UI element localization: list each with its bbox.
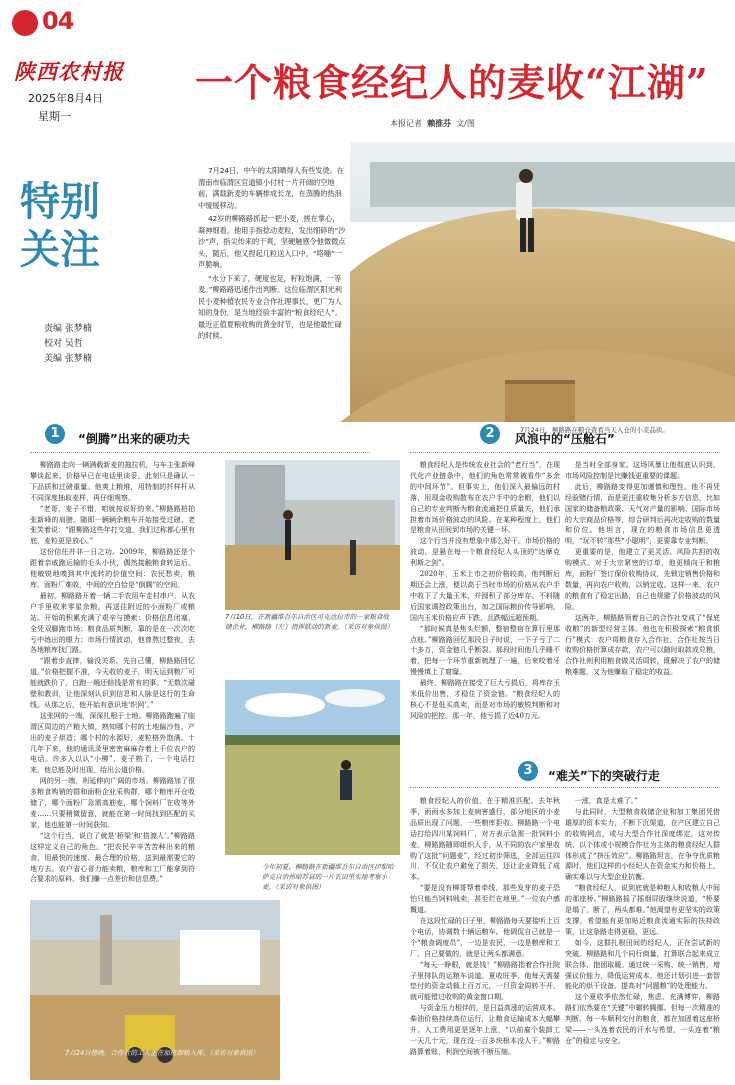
section-1-divider — [30, 452, 370, 453]
byline-author: 赖推芬 — [427, 119, 452, 128]
section-2-paragraph: 这两年，柳路路领着自己的合作社变成了“保底收粮”的新型经营主体。他也在积极探索“粮食银行”模式：农户将粮食存入合作社，合作社按当日收购价格折算成存款，农户可以随时取款或兑粮，合作社则利用粮食做灵活周转，既解决了农户的储粮难题，又为他赚取了稳定的收益。 — [565, 613, 720, 677]
section-3-text-left — [410, 796, 560, 1076]
section-3-number: 3 — [518, 761, 538, 781]
section-2-number: 2 — [480, 424, 500, 444]
issue-date: 2025年8月4日 — [28, 92, 103, 105]
section-3-paragraph: 与资金压力相伴的，是日益高涨的运营成本。柴油价格持续高位运行，让粮食运输成本大幅攀升。人工费用更是逐年上涨，“以前雇个装卸工一天几十元，现在没一百多块根本没人干。”柳路路算着账，利润空间被不断压缩。 — [410, 1004, 560, 1056]
photo-4-caption: 7月24日傍晚，合作社的工人正在加班卸粮入库。（采访对象供图） — [65, 1049, 259, 1057]
credit-proofreader: 校对 吴哲 — [44, 339, 83, 349]
section-3-paragraph: “每天一睁眼，就是钱！”柳路路指着合作社院子里排队的运粮车说道。夏收旺季，他每天需要垫付的资金动辄上百万元，一旦资金周转不开，就可能错过收购的黄金窗口期。 — [410, 960, 560, 1002]
section-2-paragraph: 此后，柳路路变得更加谨慎和理性。他不再凭经验赌行情，而是更注重收集分析多方信息，比如国家的储备粮政策、天气对产量的影响、国际市场的大宗商品价格等，综合研判后再决定收购的数量和价位。他坦言，现在的粮食市场信息更透明，“玩不转”那些“小聪明”，更要靠专业判断。 — [565, 482, 720, 546]
section-2-paragraph: 粮食经纪人是传统农业社会的“老行当”，在现代化产业链条中，他们的角色常常被看作“多余的中间环节”。但事实上，他们深入最偏远的村落，用现金收购散布在农户手中的余粮，他们以自己的专业判断为粮食流通把住质量关，他们承担着市场价格波动的风险。在某种程度上，他们是粮食从田间到市场的关键一环。 — [410, 461, 560, 535]
intro-paragraph: “水分下来了，硬度也足，籽粒饱满，一等麦。”柳路路迅速作出判断。这位临渭区阳光利民小麦种植农民专业合作社理事长，更广为人知的身份，是当地经验丰富的“粮食经纪人”。最近正值夏粮收购的黄金时节，也是他最忙碌的时候。 — [198, 273, 343, 340]
section-1-paragraph: 网的另一端，则延伸向广阔的市场。柳路路加了很多粮食购销的群和面粉企业采购群，哪个粮库开仓收储了，哪个面粉厂急需高筋麦，哪个饲料厂在收等外麦……只要稍微留意，就能在第一时间找到匹配的买家，他也能第一时间获知。 — [30, 777, 195, 829]
section-3-paragraph: 与此同时，大型粮食收储企业和加工集团凭借雄厚的资本实力，不断下沉渠道，在产区建立自己的收购网点，或与大型合作社深度绑定，这对传统、以个体或小规模合作社为主体的粮食经纪人群体形成了“挤压效应”。柳路路坦言，在争夺优质粮源时，他们这样的小经纪人在资金实力和价格上，确实难以与大型企业抗衡。 — [565, 807, 720, 882]
section-1-paragraph: “老哥，麦子不错，咱就按说好的来。”柳路路拍拍张新峰的肩膀。随即一辆辆余粮车开始接受过磅。老张笑着说：“跟柳路这些年打交道，我们过称都心里有底，麦粒更是放心。” — [30, 504, 195, 546]
section-2-divider — [410, 452, 720, 453]
section-2-paragraph: 2020年，玉米上市之初价格较高，他判断后期还会上涨，便以高于当时市场的价格从农户手中收下了大量玉米，并囤积了部分库存。不料随后国家调控政策出台，加之国际粮价传导影响，国内玉米价格应声下跌，且跌幅远超预期。 — [410, 570, 560, 622]
section-1-paragraph: 这份信任并非一日之功。2009年，柳路路还是个跟着亲戚跑运输的毛头小伙，偶然接触粮食转运后，他敏锐地嗅到其中流转的价值空间：农民愁卖，粮库、面粉厂难收，中间的空白恰是“倒腾”的空间。 — [30, 548, 195, 589]
section-1-paragraph: “跟着步直摔，输没关系，先自己懂，柳路路回忆道。”价格把握不准，今天收的麦子，明天运到粮厂可能就跌价了，白跑一趟还赔钱是常有的事。“无数次碰壁和教训，让他深刻认识到信息和人脉是这行的生命线。从那之后，他开始有意识地‘织网’。” — [30, 657, 195, 709]
page-number-circle — [12, 10, 38, 36]
section-3-paragraph: 一涨，真是太难了。” — [574, 797, 638, 805]
intro-paragraph: 42岁的柳路路抓起一把小麦，搓在掌心，凝神细看。他用手指捻动麦粒，发出细碎的“沙沙”声，指尖传来的干爽，坚硬触感令他微微点头，随后，他又捏起几粒送入口中，“咯嘣”一声脆响。 — [198, 214, 346, 269]
credits — [44, 322, 92, 367]
grain-pile-photo — [0, 142, 735, 422]
photo-warehouse — [225, 460, 400, 610]
section-1-text — [30, 460, 195, 890]
section-2-paragraph: 更重要的是，他建立了更灵活、风险共担的收购模式。对于大宗紧密的订单，他更倾向于和粮库、面粉厂签订保价收购协议，先锁定销售价格和数量，再向农户收购，以销定收。这样一来，农户的粮食有了稳定出路，自己也规避了价格波动的风险。 — [565, 548, 720, 611]
warehouse-photo — [225, 460, 400, 610]
section-3-paragraph: “粮食经纪人，说到底就是种粮人和收粮人中间的那座桥。”柳路路摇了摇烟屁股继续说道，“桥要是塌了，断了，两头都难。”他渴望有更坚实的政策支撑，希望能有更加贴近粮食流通实际的扶持政策，让这条路走得更稳、更远。 — [565, 884, 720, 936]
photo-yard — [30, 900, 280, 1080]
credit-designer: 美编 张梦楠 — [44, 354, 92, 364]
section-2-title: 风浪中的“压舱石” — [515, 432, 615, 446]
page-number — [12, 7, 90, 35]
field-photo — [225, 680, 400, 855]
section-2-paragraph: 最终，柳路路在接受了巨大亏损后，将库存玉米低价出售，才稳住了资金链。“粮食经纪人的核心不是低买高卖，而是对市场的敏锐判断和对风险的把控。那一年，他亏损了近40万元。 — [410, 679, 560, 720]
section-2-paragraph: 这个行当并没有想象中那么好干。市场价格的波动，是悬在每一个粮食经纪人头顶的“达摩克利斯之剑”。 — [410, 537, 560, 568]
section-3-text-right — [565, 796, 720, 1076]
section-3-divider — [410, 787, 720, 788]
newspaper-brand: 陕西农村报 — [14, 59, 124, 84]
section-3-paragraph: 粮食经纪人的价值，在于精准匹配。去年秋季，雨雨水多加上麦病害盛行，部分地区的小麦品质出现了问题，一些粮库拒收。柳路路一个电话打给四川某饲料厂，对方表示急需一批饲料小麦。柳路路随即组织人手，从不同的农户家里收购了这批“问题麦”，经过初步筛选，全部运往四川，不仅让农户避免了损失，还让企业降低了成本。 — [410, 797, 560, 882]
photo-field — [225, 680, 400, 855]
page-number-text: 04 — [42, 7, 74, 35]
intro-paragraph: 7月24日，中午的太阳晒得人有些发烫。在渭南市临渭区官道镇小付村一片开阔的空地前，满载新麦的车辆排成长龙，在蒸腾的热浪中缓缓移动。 — [198, 166, 344, 210]
section-3-paragraph: “要是没有柳哥帮着牵线，那些发芽的麦子恐怕只能当饲料贱卖，甚至烂在地里。”一位农户感慨道。 — [410, 884, 560, 915]
section-2-paragraph: “那时候真是焦头烂额，整宿整宿在算行里那点账。”柳路路回忆那段日子时说，一下子亏了二十多万，资金链几乎断裂。那段时间他几乎睡不着，把每一个环节重新梳理了一遍，后来咬着牙慢慢填上了窟窿。 — [410, 624, 560, 677]
section-1-paragraph: 这张网的一端，深深扎根于土地。柳路路跑遍了临渭区周边的产粮大镇，熟知哪个村的土地偏沙性、产出的麦子烘造；哪个村的水源好，麦粒格外饱满。十几年下来，他的通讯录里密密麻麻存着上千位农户的电话。许多人以认“小柳”，麦子熟了，一个电话打来，他总能及时出现，给出公道价格。 — [30, 711, 195, 775]
section-1-paragraph: 最初，柳路路开着一辆二手农用车走村串户，从农户手里收来零星余粮，再送往附近的小面粉厂或粮站。开始的积累充满了艰辛与摸索：价格信息闭塞，全凭双脚跑市场；粮食品质判断，靠的是在一次次吃亏中练出的眼力；市场行情波动，他曾熬过整夜，去各地粮库找门路。 — [30, 591, 195, 655]
top-photo — [0, 142, 735, 422]
section-1-paragraph: “这个行当，说白了就是‘桥梁’和‘搭渡人’。”柳路路这样定义自己的角色。“把农民辛辛苦苦种出来的粮食，用最快的速度、最合理的价格，送到最需要它的地方去。农户省心省力能卖粮，粮库和工厂能拿到符合要求的原料，我们赚一点差价和信息费。” — [30, 831, 195, 884]
section-1-title: “倒腾”出来的硬功夫 — [78, 432, 190, 446]
column-title: 特别关注 — [20, 178, 100, 273]
top-photo-caption: 7月24日，柳路路在粮仓查看当天入仓的小麦品质。 — [520, 426, 669, 434]
section-2-text-right — [565, 460, 720, 760]
section-2-text-left — [410, 460, 560, 760]
section-1-number: 1 — [45, 424, 65, 444]
intro-text — [198, 165, 346, 344]
issue-weekday: 星期一 — [38, 110, 71, 123]
photo-3-caption: 今年初夏，柳路路在新疆维吾尔自治区伊犁哈萨克自治州昭苏县的一片农田里实地考察小麦。（采访对象供图） — [262, 863, 394, 891]
section-3-paragraph: 这个夏收季依然忙碌，焦虑、充满博弈，柳路路们依然要在“关键”中辗转腾挪。但每一次精准的判断，每一车顺利交付的粮食，都在加固着这座桥梁——一头连着农民的汗水与希望，一头连着“粮仓”的稳定与安全。 — [565, 993, 720, 1045]
byline-suffix: 文/图 — [456, 119, 475, 128]
credit-editor: 责编 张梦楠 — [44, 324, 92, 334]
byline — [390, 118, 475, 129]
section-3-paragraph: 如今，这群扎根田间的经纪人，正在尝试新的突破。柳路路和几个同行商量，打算联合起来成立联合体，抱团取暖。通过统一采购、统一销售，增强议价能力，降低运营成本。他还计划引进一套智能化的烘干设备，提高对“问题粮”的处理能力。 — [565, 938, 720, 991]
photo-2-caption: 7月10日，在新疆维吾尔自治区可克达拉市的一家粮食收储企业，柳路路（左）指挥联动的新麦。（采访对象供图） — [225, 613, 394, 631]
section-1-paragraph: 柳路路走向一辆满载新麦的拖拉机，与车主张新峰攀谈起来。价格早已在电话里谈妥，此刻只是确认一下品质和过磅重量。他爽上粮堆，用特制的扦样杆从不同深度抽取麦样，再仔细观察。 — [30, 461, 195, 502]
section-3-paragraph: 在这段忙碌的日子里，柳路路每天要接听上百个电话，协调数十辆运粮车。他调侃自己就是一个“粮食调度员”，一边是农民，一边是粮库和工厂，自己要做的，就是让两头都满意。 — [410, 916, 560, 958]
section-3-title: “难关”下的突破行走 — [548, 769, 660, 783]
byline-prefix: 本报记者 — [390, 119, 422, 128]
headline: 一个粮食经纪人的麦收“江湖” — [195, 60, 709, 105]
section-2-paragraph: 是当时全部身家。这场风暴让他彻底认识到，市场风险控制是比赚钱更重要的课题。 — [565, 461, 720, 480]
